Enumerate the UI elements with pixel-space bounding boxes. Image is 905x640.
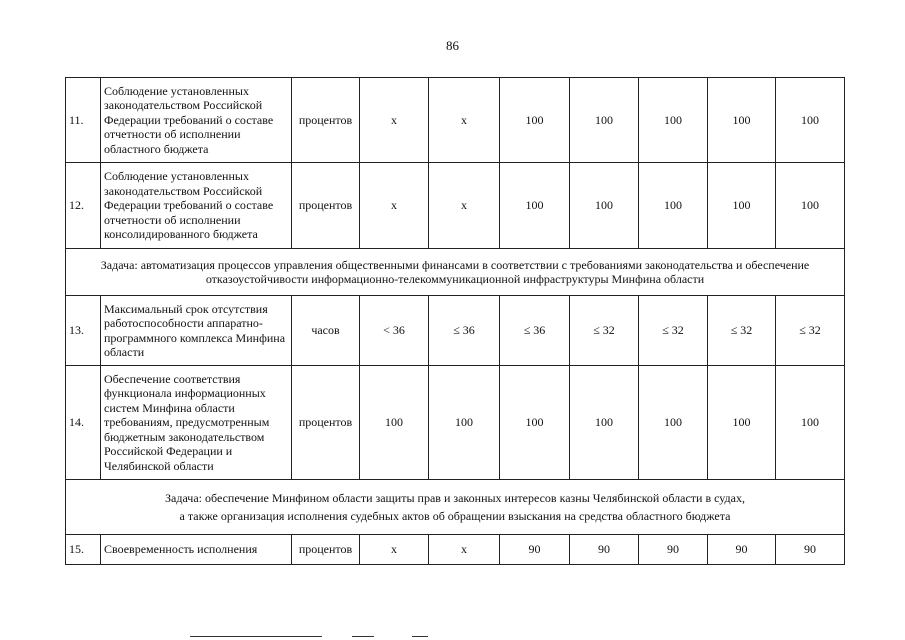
value-cell: x (360, 535, 429, 565)
table-row (66, 535, 845, 565)
value-cell: 100 (570, 78, 639, 163)
value-cell: ≤ 32 (708, 296, 776, 366)
value-cell: x (429, 78, 500, 163)
unit-cell: часов (292, 296, 360, 366)
value-cell: 100 (639, 163, 708, 249)
value-cell: 100 (708, 163, 776, 249)
unit-cell: процентов (292, 163, 360, 249)
scan-artifact (0, 634, 905, 640)
value-cell: 90 (500, 535, 570, 565)
value-cell: 100 (500, 78, 570, 163)
table-row (66, 296, 845, 366)
indicators-table (65, 77, 845, 565)
row-number: 12. (66, 163, 101, 249)
value-cell: x (360, 78, 429, 163)
value-cell: x (429, 163, 500, 249)
value-cell: 90 (776, 535, 845, 565)
value-cell: x (360, 163, 429, 249)
value-cell: ≤ 32 (570, 296, 639, 366)
task-line: а также организация исполнения судебных актов об обращении взыскания на средства областного бюджета (179, 509, 731, 523)
indicator-name: Соблюдение установленных законодательством Российской Федерации требований о составе отчетности об исполнении консолидированного бюджета (101, 163, 292, 249)
value-cell: 100 (776, 366, 845, 480)
value-cell: ≤ 36 (500, 296, 570, 366)
row-number: 15. (66, 535, 101, 565)
task-row (66, 480, 845, 535)
row-number: 14. (66, 366, 101, 480)
table-row (66, 366, 845, 480)
value-cell: 100 (429, 366, 500, 480)
value-cell: 90 (639, 535, 708, 565)
row-number: 13. (66, 296, 101, 366)
page-number: 86 (446, 38, 459, 53)
task-heading (66, 480, 845, 535)
row-number: 11. (66, 78, 101, 163)
table-row (66, 163, 845, 249)
value-cell: x (429, 535, 500, 565)
unit-cell: процентов (292, 535, 360, 565)
value-cell: 100 (708, 366, 776, 480)
value-cell: ≤ 36 (429, 296, 500, 366)
value-cell: 100 (639, 78, 708, 163)
indicator-name: Обеспечение соответствия функционала информационных систем Минфина области требованиям, предусмотренным бюджетным законодательством Российской Федерации и Челябинской области (101, 366, 292, 480)
value-cell: 90 (570, 535, 639, 565)
value-cell: 100 (500, 366, 570, 480)
task-line: Задача: обеспечение Минфином области защиты прав и законных интересов казны Челябинской области в судах, (165, 490, 745, 505)
indicator-name: Соблюдение установленных законодательством Российской Федерации требований о составе отчетности об исполнении областного бюджета (101, 78, 292, 163)
value-cell: 90 (708, 535, 776, 565)
value-cell: 100 (570, 366, 639, 480)
unit-cell: процентов (292, 366, 360, 480)
value-cell: 100 (360, 366, 429, 480)
value-cell: 100 (500, 163, 570, 249)
value-cell: 100 (570, 163, 639, 249)
indicator-name: Максимальный срок отсутствия работоспособности аппаратно-программного комплекса Минфина области (101, 296, 292, 366)
value-cell: 100 (776, 78, 845, 163)
task-heading: Задача: автоматизация процессов управления общественными финансами в соответствии с требованиями законодательства и обеспечение отказоустойчивости информационно-телекоммуникационной инфраструктуры Минфина области (66, 249, 845, 296)
indicator-name: Своевременность исполнения (101, 535, 292, 565)
value-cell: < 36 (360, 296, 429, 366)
table-row (66, 78, 845, 163)
value-cell: 100 (776, 163, 845, 249)
value-cell: 100 (708, 78, 776, 163)
task-row (66, 249, 845, 296)
value-cell: 100 (639, 366, 708, 480)
unit-cell: процентов (292, 78, 360, 163)
value-cell: ≤ 32 (639, 296, 708, 366)
value-cell: ≤ 32 (776, 296, 845, 366)
